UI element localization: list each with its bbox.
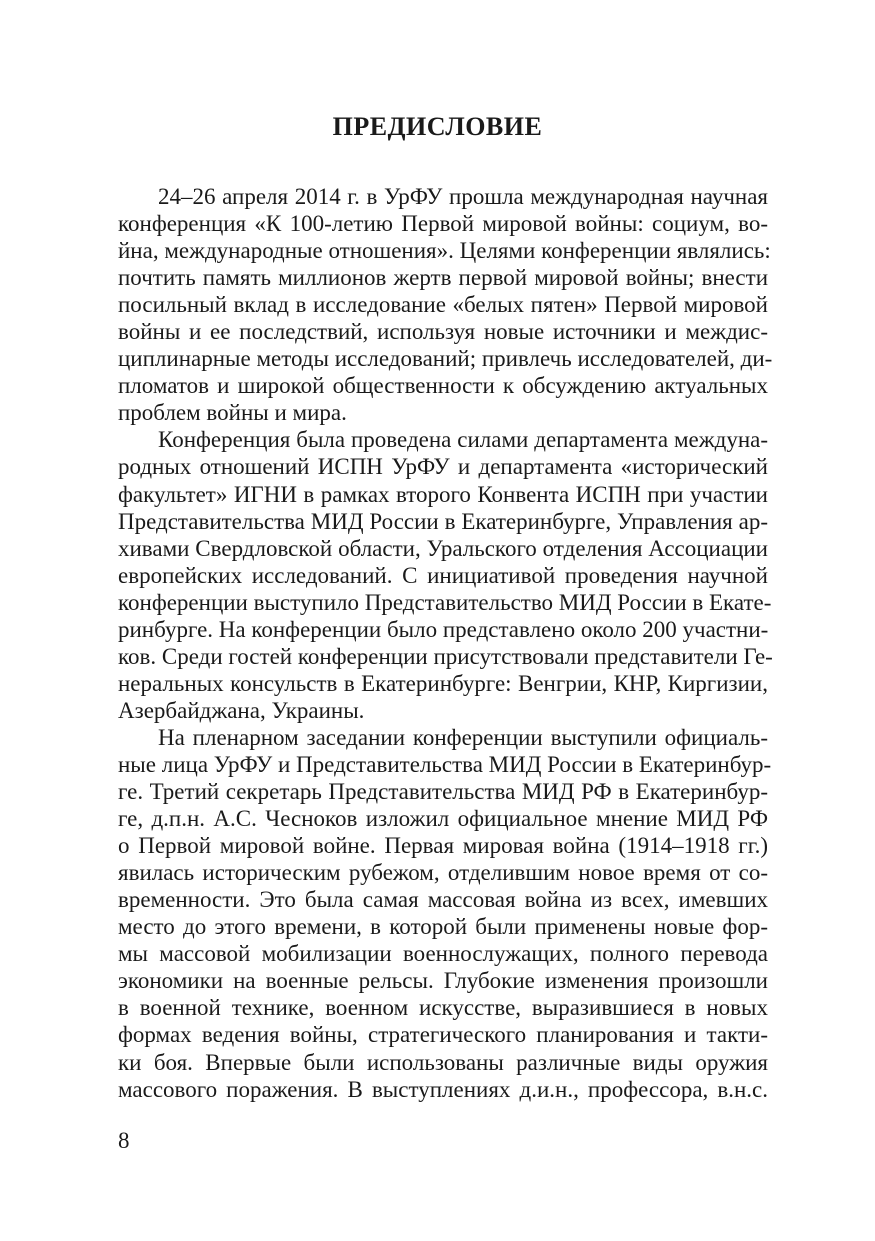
- text-line: почтить память миллионов жертв первой мировой войны; внести: [118, 265, 768, 291]
- text-line: пломатов и широкой общественности к обсуждению актуальных: [118, 373, 768, 399]
- paragraph: [118, 426, 773, 724]
- text-line: неральных консульств в Екатеринбурге: Венгрии, КНР, Киргизии,: [118, 670, 768, 696]
- text-line: ге, д.п.н. А.С. Чесноков изложил официальное мнение МИД РФ: [118, 806, 768, 832]
- text-line: массового поражения. В выступлениях д.и.н., профессора, в.н.с.: [118, 1076, 768, 1102]
- text-line: проблем войны и мира.: [118, 400, 347, 426]
- text-line: европейских исследований. С инициативой проведения научной: [118, 562, 768, 588]
- body-text: [118, 183, 773, 1103]
- text-line: явилась историческим рубежом, отделившим новое время от со-: [118, 860, 768, 886]
- text-line: в военной технике, военном искусстве, выразившиеся в новых: [118, 995, 768, 1021]
- text-line: ные лица УрФУ и Представительства МИД России в Екатеринбур-: [118, 751, 772, 777]
- text-line: хивами Свердловской области, Уральского отделения Ассоциации: [118, 535, 768, 561]
- text-line: мы массовой мобилизации военнослужащих, полного перевода: [118, 941, 768, 967]
- text-line: На пленарном заседании конференции выступили официаль-: [158, 724, 768, 750]
- page-title: ПРЕДИСЛОВИЕ: [332, 112, 543, 141]
- text-line: циплинарные методы исследований; привлечь исследователей, ди-: [118, 346, 773, 372]
- text-line: Представительства МИД России в Екатеринбурге, Управления ар-: [118, 508, 768, 534]
- text-line: Конференция была проведена силами департамента междуна-: [158, 427, 768, 453]
- text-line: формах ведения войны, стратегического планирования и такти-: [118, 1022, 768, 1048]
- text-line: факультет» ИГНИ в рамках второго Конвента ИСПН при участии: [118, 481, 768, 507]
- text-line: ки боя. Впервые были использованы различные виды оружия: [118, 1049, 768, 1075]
- text-line: конференции выступило Представительство МИД России в Екате-: [118, 589, 772, 615]
- text-line: ринбурге. На конференции было представлено около 200 участни-: [118, 616, 769, 642]
- text-line: войны и ее последствий, используя новые источники и междис-: [118, 319, 768, 345]
- paragraph: [118, 183, 773, 426]
- text-line: Азербайджана, Украины.: [118, 697, 365, 723]
- text-line: родных отношений ИСПН УрФУ и департамента «исторический: [118, 454, 768, 480]
- text-line: место до этого времени, в которой были применены новые фор-: [118, 914, 768, 940]
- text-line: временности. Это была самая массовая война из всех, имевших: [118, 887, 768, 913]
- text-line: ков. Среди гостей конференции присутствовали представители Ге-: [118, 643, 773, 669]
- text-line: йна, международные отношения». Целями конференции являлись:: [118, 238, 771, 264]
- paragraph: [118, 724, 772, 1103]
- text-line: о Первой мировой войне. Первая мировая война (1914–1918 гг.): [118, 833, 768, 859]
- text-line: ге. Третий секретарь Представительства МИД РФ в Екатеринбур-: [118, 779, 768, 805]
- text-line: посильный вклад в исследование «белых пятен» Первой мировой: [118, 292, 768, 318]
- text-line: конференция «К 100-летию Первой мировой войны: социум, во-: [118, 211, 768, 237]
- text-line: экономики на военные рельсы. Глубокие изменения произошли: [118, 968, 768, 994]
- page-number: 8: [118, 1128, 130, 1153]
- text-line: 24–26 апреля 2014 г. в УрФУ прошла международная научная: [158, 184, 768, 209]
